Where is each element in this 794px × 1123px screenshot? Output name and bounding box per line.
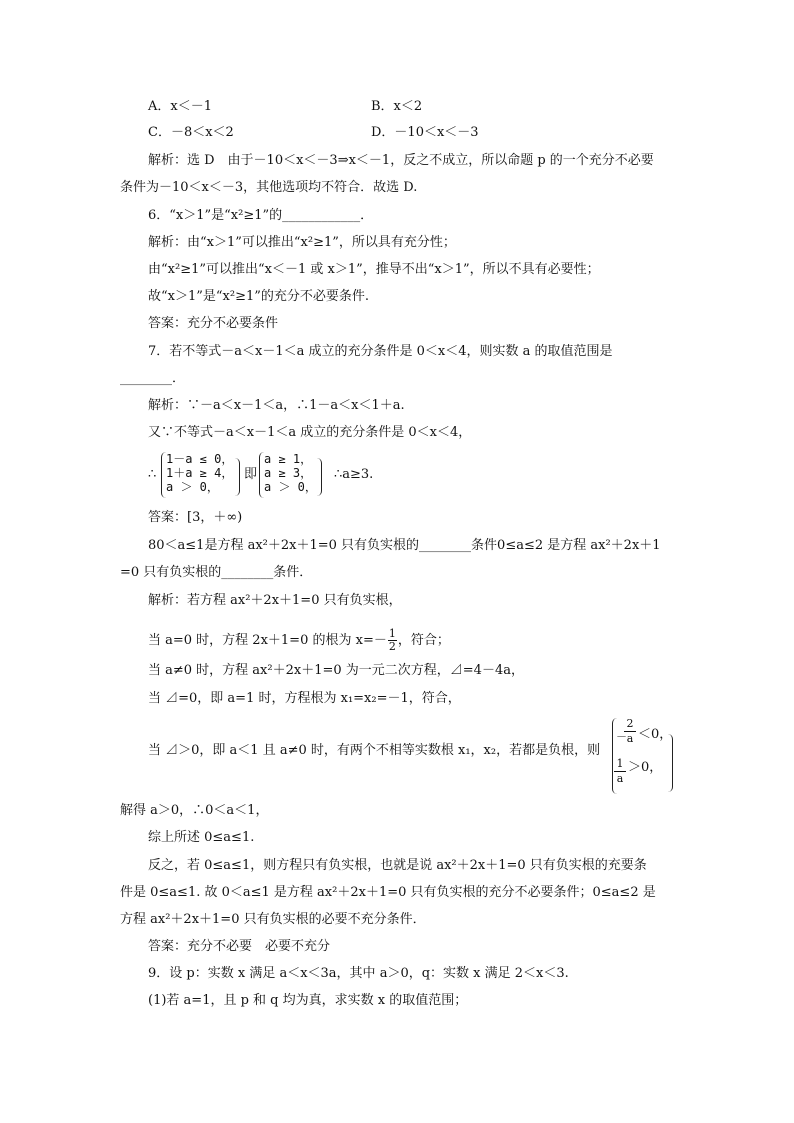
q7-system1: 1－a ≤ 0， 1＋a ≥ 4， a ＞ 0，: [166, 452, 234, 494]
q5-analysis-line1: 解析：选 D 由于－10＜x＜－3⇒x＜－1，反之不成立，所以命题 p 的一个充分不必要: [148, 153, 654, 168]
q6-analysis-line3: 故“x＞1”是“x²≥1”的充分不必要条件.: [148, 289, 370, 304]
q8-converse-line3: 方程 ax²＋2x＋1=0 只有负实根的必要不充分条件．: [120, 912, 426, 927]
q8-solve: 解得 a＞0，∴0＜a＜1，: [120, 803, 269, 818]
q6-analysis-line1: 解析：由“x＞1”可以推出“x²≥1”，所以具有充分性；: [148, 235, 456, 250]
q8-system-sign: －: [616, 730, 627, 743]
q8-system-fraction-a-num: 2: [626, 717, 634, 730]
q8-case4: 当 ⊿＞0，即 a＜1 且 a≠0 时，有两个不相等实数根 x₁，x₂，若都是负根，则: [148, 743, 601, 758]
q8-system-rel-a: ＜0，: [638, 727, 673, 742]
q8-stem-line1: 80＜a≤1是方程 ax²＋2x＋1=0 只有负实根的________条件0≤a≤2 是方程 ax²＋2x＋1: [148, 538, 661, 553]
q7-analysis-line2: 又∵不等式－a＜x－1＜a 成立的充分条件是 0＜x＜4，: [148, 425, 472, 440]
q8-case1-denominator: 2: [388, 640, 396, 653]
q7-result: ∴a≥3.: [334, 467, 374, 482]
q7-answer: 答案：[3，＋∞): [148, 510, 243, 525]
q8-case3: 当 ⊿=0，即 a=1 时，方程根为 x₁=x₂=－1，符合，: [148, 691, 461, 706]
q5-analysis-line2: 条件为－10＜x＜－3，其他选项均不符合．故选 D.: [120, 180, 418, 195]
q8-system-fraction-b-num: 1: [616, 757, 624, 770]
q9-stem: 9．设 p：实数 x 满足 a＜x＜3a，其中 a＞0，q：实数 x 满足 2＜x＜3.: [148, 966, 569, 981]
q9-part1: (1)若 a=1，且 p 和 q 均为真，求实数 x 的取值范围；: [148, 993, 468, 1008]
q8-system-fraction-a-den: a: [626, 732, 634, 745]
q8-system-fraction-b-den: a: [616, 772, 624, 785]
q8-system-fraction-a: [624, 718, 636, 745]
choice-b: B．x＜2: [371, 99, 423, 114]
q8-case1-numerator: 1: [388, 627, 396, 640]
q8-case1-text: 当 a=0 时，方程 2x＋1=0 的根为 x=－: [148, 633, 387, 648]
q6-answer: 答案：充分不必要条件: [148, 316, 279, 331]
q7-stem-line2: ________．: [120, 371, 186, 386]
q8-case1: [148, 628, 450, 653]
q6-analysis-line2: 由“x²≥1”可以推出“x＜－1 或 x＞1”，推导不出“x＞1”，所以不具有必要性；: [148, 262, 600, 277]
q7-system2: a ≥ 1， a ≥ 3， a ＞ 0，: [264, 452, 317, 494]
q7-analysis-line1: 解析：∵－a＜x－1＜a，∴1－a＜x＜1＋a.: [148, 398, 405, 413]
choice-c: C．－8＜x＜2: [148, 125, 234, 140]
q8-stem-line2: =0 只有负实根的________条件．: [120, 565, 313, 580]
choice-a: A．x＜－1: [148, 99, 212, 114]
q7-system1-close: [235, 458, 240, 496]
q8-system-fraction-b: [614, 758, 626, 785]
q8-converse-line2: 件是 0≤a≤1. 故 0＜a≤1 是方程 ax²＋2x＋1=0 只有负实根的充分不必要条件；0≤a≤2 是: [120, 885, 656, 900]
q7-therefore: ∴: [148, 467, 157, 482]
q7-ji: 即: [244, 467, 258, 482]
q8-summary: 综上所述 0≤a≤1.: [148, 830, 255, 845]
q8-system-close: [668, 734, 673, 792]
q8-case2: 当 a≠0 时，方程 ax²＋2x＋1=0 为一元二次方程，⊿=4－4a，: [148, 663, 524, 678]
q8-system-rel-b: ＞0，: [628, 760, 663, 775]
q8-case1-tail: ，符合；: [397, 633, 450, 648]
q8-analysis-line1: 解析：若方程 ax²＋2x＋1=0 只有负实根，: [148, 593, 402, 608]
q7-stem-line1: 7．若不等式－a＜x－1＜a 成立的充分条件是 0＜x＜4，则实数 a 的取值范围是: [148, 344, 613, 359]
choice-d: D．－10＜x＜－3: [371, 125, 479, 140]
q8-answer: 答案：充分不必要 必要不充分: [148, 939, 331, 954]
q6-stem: 6．“x＞1”是“x²≥1”的____________．: [148, 208, 374, 223]
q8-converse-line1: 反之，若 0≤a≤1，则方程只有负实根，也就是说 ax²＋2x＋1=0 只有负实根的充要条: [148, 858, 647, 873]
q7-system2-close: [317, 458, 322, 496]
q8-case1-fraction: [388, 628, 397, 653]
